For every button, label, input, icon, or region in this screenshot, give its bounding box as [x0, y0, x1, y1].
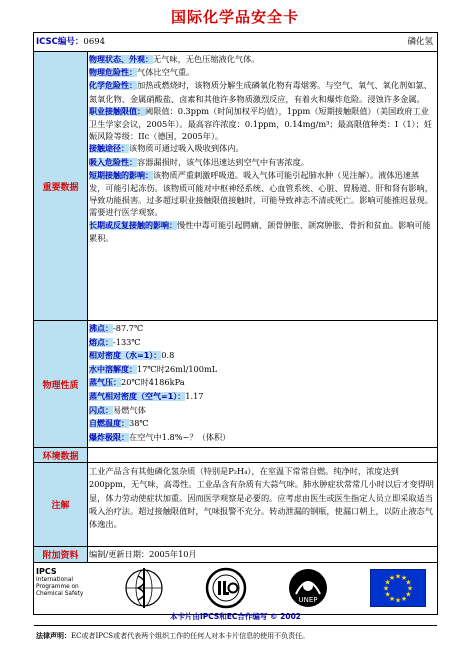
eu-star-icon: ★: [382, 584, 390, 593]
entry-heading: 物理危险性：: [89, 68, 137, 78]
eu-star-icon: ★: [388, 574, 396, 583]
entry-heading: 沸点：: [89, 324, 113, 333]
entry-heading: 长期或反复接触的影响：: [89, 220, 177, 230]
entry-heading: 蒸气压：: [89, 378, 121, 388]
entry-heading: 蒸气相对密度（空气=1）：: [89, 391, 186, 401]
icsc-id: [36, 35, 105, 47]
entry-text: 气体比空气重。: [137, 67, 195, 78]
icsc-row: [34, 33, 437, 52]
ipcs-line: International: [36, 577, 73, 583]
data-entry: [89, 417, 435, 431]
additional-row: [34, 547, 437, 563]
data-entry: [89, 336, 435, 350]
section-label: 附加资料: [34, 547, 88, 562]
data-entry: [89, 376, 435, 390]
eu-star-icon: ★: [394, 596, 402, 605]
logo-row: [34, 563, 437, 626]
svg-text:UNEP: UNEP: [298, 596, 318, 604]
unep-emblem-icon: [286, 566, 330, 610]
safety-card: [33, 32, 438, 640]
ipcs-logo: [36, 568, 83, 598]
legal-text: EC或者IPCS或者代表两个组织工作的任何人对本卡片信息的使用不负责任。: [71, 632, 310, 640]
entry-heading: 水中溶解度：: [89, 364, 137, 374]
entry-heading: 职业接触限值：: [89, 106, 145, 116]
important-data-row: [34, 52, 437, 321]
data-entry: [89, 404, 435, 418]
data-entry: [89, 322, 435, 336]
environment-row: [34, 448, 437, 463]
section-label: 注解: [34, 463, 88, 546]
entry-text: 该物质严重刺激呼吸道。吸入气体可能引起肺水肿（见注解）。液体迅速蒸发，可能引起冻伤。该物质可能对中枢神经系统、心血管系统、心脏、胃肠道、肝和肾有影响，导致功能损害。过多超过职业接触限值接触时，可能导致神志不清或死亡。影响可能推迟显现。需要进行医学观察。: [89, 169, 433, 218]
entry-heading: 吸入危险性：: [89, 157, 137, 167]
entry-text: 无气味，无色压缩液化气体。: [153, 54, 260, 64]
entry-heading: 短期接触的影响：: [89, 170, 153, 180]
entry-text: 慢性中毒可能引起腭痛、颌骨肿胀、颌窝肿胀、骨折和贫血。影响可能累积。: [89, 219, 431, 243]
chemical-name: 磷化氢: [407, 37, 433, 47]
physical-properties-content: [89, 322, 435, 444]
icsc-label: ICSC编号：: [36, 37, 84, 47]
additional-content: 编制/更新日期：2005年10月: [89, 549, 197, 559]
entry-text: 阈限值：0.3ppm（时间加权平均值），1ppm（短期接触限值）（美国政府工业卫生学家会议，2005年）。最高容许浓度：0.1ppm，0.14mg/m³；最高限值种类：I（1）；妊娠风险等级：IIc（德国，2005年）。: [89, 105, 433, 142]
eu-star-icon: ★: [405, 590, 412, 599]
entry-text: 易燃气体: [113, 404, 146, 415]
entry-heading: 化学危险性：: [89, 81, 137, 91]
ilo-emblem-icon: [204, 566, 248, 610]
entry-text: 容器漏损时，该气体迅速达到空气中有害浓度。: [137, 156, 309, 167]
data-entry: [89, 66, 435, 79]
entry-heading: 接触途径：: [89, 144, 129, 154]
entry-heading: 爆炸极限：: [89, 432, 129, 442]
ipcs-line: Chemical Safety: [36, 591, 84, 597]
who-emblem-icon: [122, 566, 166, 610]
entry-heading: 自燃温度：: [89, 419, 129, 429]
legal-label: 法律声明：: [36, 632, 71, 640]
data-entry: [89, 219, 435, 244]
data-entry: [89, 169, 435, 219]
section-label: 重要数据: [34, 52, 88, 320]
data-entry: [89, 53, 435, 66]
eu-star-icon: ★: [400, 574, 408, 583]
eu-star-icon: ★: [394, 572, 402, 581]
important-data-content: [89, 53, 435, 244]
icsc-number: 0694: [83, 37, 106, 47]
entry-text: -87.7℃: [113, 323, 144, 333]
data-entry: [89, 156, 435, 169]
entry-heading: 物理状态、外观：: [89, 55, 153, 64]
eu-star-icon: ★: [384, 578, 391, 587]
entry-heading: 闪点：: [89, 405, 113, 415]
ipcs-line: Programme on: [36, 584, 79, 590]
entry-text: 加热或燃烧时，该物质分解生成磷氧化物有毒烟雾。与空气、氧气、氧化剂如氯、氮氧化物、金属硝酸盐、卤素和其他许多物质激烈反应，有着火和爆炸危险。浸蚀许多金属。: [89, 80, 432, 104]
entry-heading: 相对密度（水=1）：: [89, 351, 162, 361]
entry-text: 20℃时4186kPa: [121, 377, 185, 388]
section-label: 物理性质: [34, 321, 88, 447]
entry-text: 17℃时26ml/100mL: [137, 363, 218, 374]
entry-text: -133℃: [113, 336, 141, 347]
legal-row: [34, 626, 437, 645]
data-entry: [89, 349, 435, 363]
ipcs-abbr: IPCS: [36, 567, 57, 576]
entry-text: 38℃: [129, 418, 149, 429]
section-label: 环境数据: [34, 448, 88, 462]
legal-notice: [36, 631, 309, 641]
eu-star-icon: ★: [405, 578, 412, 587]
entry-text: 1.17: [185, 390, 204, 401]
data-entry: [89, 105, 435, 143]
eu-star-icon: ★: [388, 594, 396, 603]
eu-star-icon: ★: [400, 594, 408, 603]
data-entry: [89, 431, 435, 445]
notes-row: [34, 463, 437, 547]
entry-heading: 熔点：: [89, 337, 113, 347]
data-entry: [89, 79, 435, 104]
eu-flag-icon: [370, 569, 426, 607]
data-entry: [89, 390, 435, 404]
notes-content: 工业产品含有其他磷化氢杂质（特别是P₂H₄），在室温下常常自燃。纯净时，浓度达到200ppm，无气味，高毒性。工业品含有杂质有大蒜气味。肺水肿症状常常几小时以后才变得明显，体力劳动使症状加重。因而医学观察是必要的。应考虑由医生或医生指定人员立即采取适当吸入治疗法。超过接触限值时，气味报警不充分。转动泄漏的钢瓶，使漏口朝上，以防止液态气体逸出。: [89, 466, 434, 530]
logo-strip: [34, 563, 437, 626]
data-entry: [89, 142, 435, 155]
data-entry: [89, 363, 435, 377]
eu-star-icon: ★: [384, 590, 391, 599]
physical-properties-row: [34, 321, 437, 448]
card-title: 国际化学品安全卡: [170, 8, 299, 26]
eu-star-icon: ★: [406, 584, 414, 593]
entry-text: 0.8: [161, 350, 175, 361]
entry-text: 该物质可通过吸入吸收到体内。: [129, 143, 244, 154]
cooperation-note: 本卡片由IPCS和EC合作编写 © 2002: [169, 612, 302, 621]
entry-text: 在空气中1.8%~？（体积）: [129, 431, 231, 442]
